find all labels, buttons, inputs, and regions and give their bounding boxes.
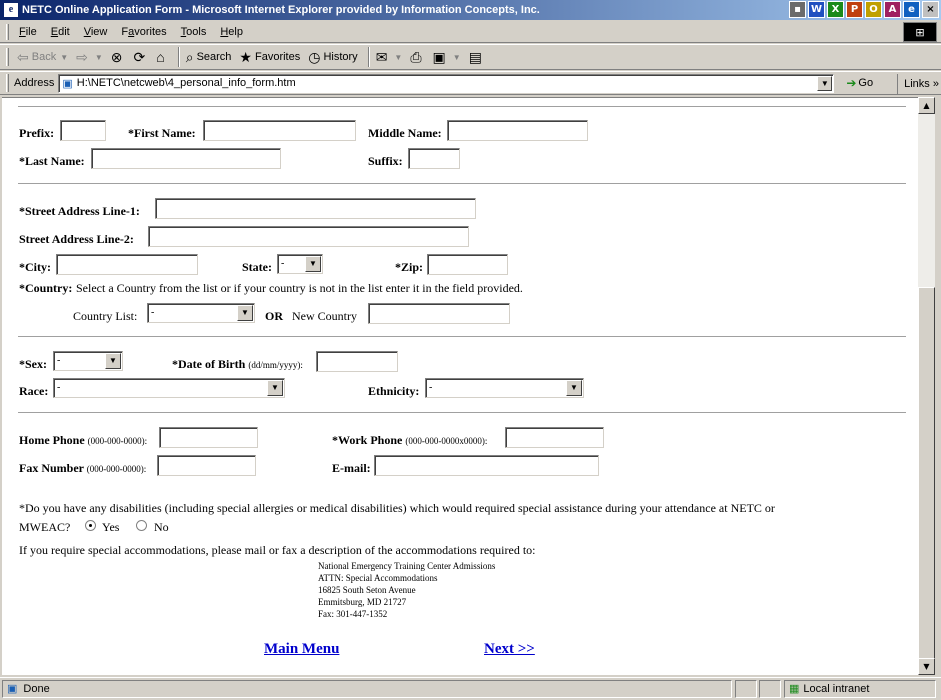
go-arrow-icon: ➔ [846,76,857,90]
forward-arrow-icon: ⇨ [76,48,88,65]
page-done-icon: ▣ [7,683,18,695]
chevron-down-icon: ▼ [394,52,403,62]
ethnicity-label: Ethnicity: [368,384,420,398]
state-label: State: [242,260,272,274]
search-button[interactable]: ⌕ Search [185,48,232,65]
street1-input[interactable] [155,198,476,219]
menu-file[interactable]: File [19,25,37,38]
last-name-label: *Last Name: [19,154,85,168]
race-select[interactable]: - ▼ [53,378,285,398]
powerpoint-icon[interactable]: P [846,1,863,18]
first-name-input[interactable] [203,120,356,141]
go-button[interactable]: ➔ Go [846,76,874,90]
new-country-label: New Country [292,309,357,323]
security-zone-pane: ▦ Local intranet [784,680,936,698]
notepad-icon: ▤ [468,48,482,65]
zip-label: *Zip: [395,260,424,274]
state-select[interactable]: - ▼ [277,254,323,274]
access-icon[interactable]: A [884,1,901,18]
country-select[interactable]: - ▼ [147,303,255,323]
status-bar [0,677,941,700]
back-button[interactable]: ⇦ Back ▼ [17,48,69,65]
title-bar [0,0,941,20]
email-label: E-mail: [332,461,371,475]
scroll-thumb[interactable] [918,287,935,659]
sex-select[interactable]: - ▼ [53,351,123,371]
dob-input[interactable] [316,351,398,372]
work-phone-label: *Work Phone (000-000-0000x0000): [332,433,488,447]
no-label: No [154,520,169,534]
accommodations-text: If you require special accommodations, please mail or fax a description of the accommodations required to: [19,543,536,557]
intranet-icon: ▦ [789,683,800,695]
close-icon[interactable]: × [922,1,939,18]
prefix-label: Prefix: [19,126,55,140]
zip-input[interactable] [427,254,508,275]
stop-button[interactable] [111,49,126,66]
vertical-scrollbar[interactable] [918,97,935,675]
status-text-pane: ▣ Done [2,680,732,698]
page-content [2,97,918,675]
print-icon: ⎙ [410,48,422,65]
scroll-up-icon[interactable]: ▲ [918,97,935,114]
street2-input[interactable] [148,226,469,247]
last-name-input[interactable] [91,148,281,169]
main-menu-link[interactable]: Main Menu [264,641,340,657]
history-icon: ◷ [308,48,321,65]
chevron-down-icon: ▼ [305,256,321,272]
mailing-address: National Emergency Training Center Admissions ATTN: Special Accommodations 16825 South Seton Avenue Emmitsburg, MD 21727 Fax: 301-447-1352 [318,561,496,619]
divider [18,412,906,414]
work-phone-input[interactable] [505,427,604,448]
disability-question-cont: MWEAC? [19,520,71,534]
window-title: NETC Online Application Form - Microsoft Internet Explorer provided by Information Concepts, Inc. [22,4,540,16]
menu-favorites[interactable]: Favorites [121,25,167,38]
or-label: OR [265,309,283,323]
home-phone-label: Home Phone (000-000-0000): [19,433,148,447]
new-country-input[interactable] [368,303,510,324]
home-button[interactable] [156,49,167,65]
refresh-icon: ⟳ [133,48,146,65]
scroll-down-icon[interactable]: ▼ [918,658,935,675]
chevron-down-icon: ▼ [267,380,283,396]
outlook-icon[interactable]: O [865,1,882,18]
middle-name-input[interactable] [447,120,588,141]
ie-icon: e [3,2,19,18]
city-label: *City: [19,260,51,274]
forward-button[interactable] [76,49,103,66]
race-label: Race: [19,384,49,398]
stop-icon: ⊗ [110,48,123,65]
disability-no-radio[interactable] [136,520,147,531]
menu-bar [0,21,941,43]
home-phone-input[interactable] [159,427,258,448]
chevron-down-icon[interactable]: ▼ [817,76,832,91]
refresh-button[interactable] [134,49,149,66]
dob-label: *Date of Birth (dd/mm/yyyy): [172,357,303,371]
middle-name-label: Middle Name: [368,126,442,140]
discuss-button[interactable] [469,49,485,66]
search-icon: ⌕ [185,48,194,65]
country-hint: Select a Country from the list or if your country is not in the list enter it in the field provided. [76,281,523,295]
chevron-down-icon: ▼ [105,353,121,369]
edit-button[interactable] [433,49,461,66]
history-button[interactable]: ◷ History [308,48,358,65]
divider [18,106,906,108]
ethnicity-select[interactable]: - ▼ [425,378,584,398]
standard-toolbar [0,44,941,70]
divider [18,336,906,338]
taskbar-icons [789,1,939,18]
street1-label: *Street Address Line-1: [19,204,140,218]
fax-label: Fax Number (000-000-0000): [19,461,147,475]
chevron-down-icon: ▼ [452,52,461,62]
print-button[interactable] [410,49,424,66]
city-input[interactable] [56,254,198,275]
chevron-down-icon: ▼ [237,305,253,321]
ie-quick-icon[interactable]: e [903,1,920,18]
windows-logo-icon: ⊞ [903,22,937,42]
address-label: Address [14,77,55,89]
email-input[interactable] [374,455,599,476]
fax-input[interactable] [157,455,256,476]
prefix-input[interactable] [60,120,106,141]
chevron-down-icon: ▼ [94,52,103,62]
page-icon: ▣ [62,77,73,90]
favorites-button[interactable]: ★ Favorites [239,48,301,65]
address-bar [0,71,941,95]
chevron-down-icon: ▼ [566,380,582,396]
excel-icon[interactable]: X [827,1,844,18]
home-icon: ⌂ [156,49,165,65]
country-list-label: Country List: [73,309,138,323]
divider [18,183,906,185]
street2-label: Street Address Line-2: [19,232,134,246]
sex-label: *Sex: [19,357,47,371]
first-name-label: *First Name: [128,126,196,140]
menu-edit[interactable]: Edit [50,25,70,38]
word-icon[interactable]: W [808,1,825,18]
suffix-label: Suffix: [368,154,403,168]
menu-tools[interactable]: Tools [180,25,207,38]
menu-help[interactable]: Help [220,25,243,38]
chevron-down-icon: ▼ [60,52,69,62]
disability-question: *Do you have any disabilities (including special allergies or medical disabilities) which would required special assistance during your attendance at NETC or [19,501,775,515]
menu-view[interactable]: View [83,25,108,38]
address-input[interactable]: ▣ H:\NETC\netcweb\4_personal_info_form.htm ▼ [58,74,834,93]
app-tray-icon[interactable]: ▪ [789,1,806,18]
mail-button[interactable] [376,49,403,66]
suffix-input[interactable] [408,148,460,169]
edit-icon: ▣ [432,48,446,65]
yes-label: Yes [102,520,120,534]
disability-yes-radio[interactable] [85,520,96,531]
mail-icon: ✉ [375,48,388,65]
country-label: *Country: [19,281,73,295]
back-arrow-icon: ⇦ [17,48,29,65]
links-button[interactable]: Links » [897,74,939,94]
favorites-icon: ★ [239,48,252,65]
next-link[interactable]: Next >> [484,641,535,657]
